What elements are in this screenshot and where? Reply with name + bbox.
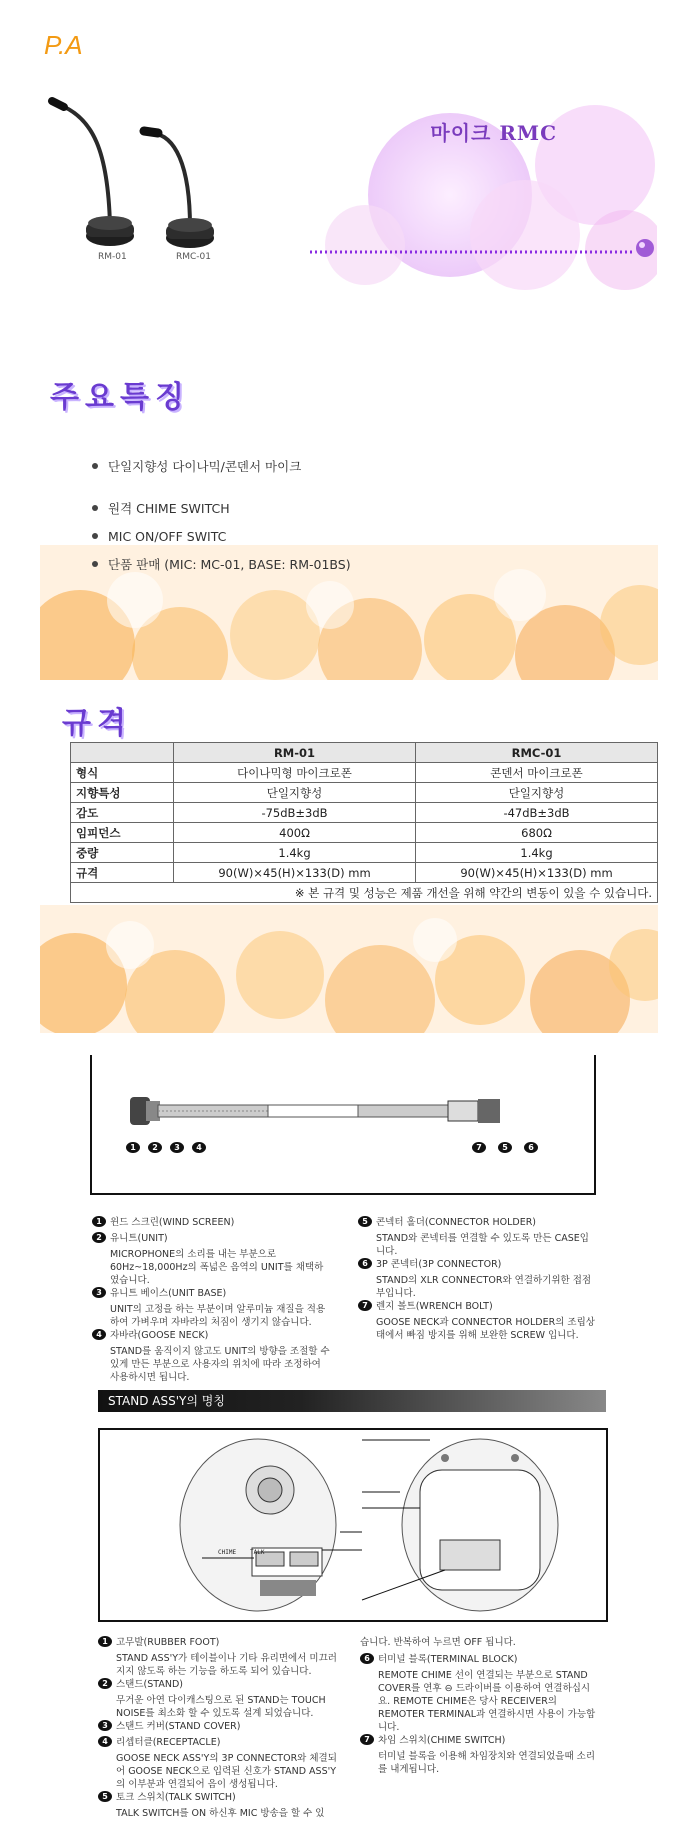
callout-numbers-left [126, 1141, 210, 1154]
mic-legend-left: 1 윈드 스크린(WIND SCREEN) 2 유니트(UNIT) MICROPHONE의 소리를 내는 부분으로 60Hz~18,000Hz의 폭넓은 음역의 UNIT를 채택하였습니다. 3 유니트 베이스(UNIT BASE) UNIT의 고정을 하는 부분이며 알루미늄 재질을 적용하여 가벼우며 자바라의 처짐이 생기지 않습니다. 4 자바라(GOOSE NECK) STAND를 움직이지 않고도 UNIT의 방향을 조절할 수 있게 만든 부분으로 사용자의 위치에 따라 조정하여 사용하시면 됩니다. [92, 1216, 332, 1384]
legend-item: 2 스탠드(STAND) [98, 1678, 343, 1691]
callout-marker: 2 [148, 1142, 162, 1153]
bullet-icon [92, 505, 98, 511]
orange-bubbles [40, 905, 658, 1033]
legend-item: 5 콘넥터 홀더(CONNECTOR HOLDER) [358, 1216, 598, 1229]
table-row: 지향특성 단일지향성 단일지향성 [71, 783, 658, 803]
feature-item: 단일지향성 다이나믹/콘덴서 마이크 [92, 452, 351, 480]
legend-item: 1 윈드 스크린(WIND SCREEN) [92, 1216, 332, 1229]
table-row: 규격 90(W)×45(H)×133(D) mm 90(W)×45(H)×133(D) mm [71, 863, 658, 883]
stand-illustration [100, 1430, 606, 1620]
stand-section-header: STAND ASS'Y의 명칭 [98, 1390, 606, 1412]
callout-marker: 6 [524, 1142, 538, 1153]
table-row: 감도 -75dB±3dB -47dB±3dB [71, 803, 658, 823]
column-header: RM-01 [174, 743, 416, 763]
product-photo [40, 95, 262, 305]
legend-item: 3 스탠드 커버(STAND COVER) [98, 1720, 343, 1733]
microphone-illustration [40, 95, 262, 305]
feature-item: 원격 CHIME SWITCH [92, 494, 351, 522]
legend-item: 7 렌지 볼트(WRENCH BOLT) [358, 1300, 598, 1313]
legend-item: 2 유니트(UNIT) [92, 1232, 332, 1245]
spec-table [70, 742, 658, 903]
bullet-icon [92, 533, 98, 539]
column-header: RMC-01 [416, 743, 658, 763]
banner-title: 마이크 RMC [430, 121, 557, 145]
legend-item: 6 터미널 블록(TERMINAL BLOCK) [360, 1653, 600, 1666]
goose-neck-illustration [92, 1055, 594, 1193]
feature-list [92, 452, 351, 578]
table-header-row [71, 743, 658, 763]
specs-title: 규격 [62, 706, 132, 741]
model-label-rm01: RM-01 [98, 252, 127, 262]
stand-legend-right: 습니다. 반복하여 누르면 OFF 됩니다. 6 터미널 블록(TERMINAL BLOCK) REMOTE CHIME 선이 연결되는 부분으로 STAND COVER를 연후 ⊖ 드라이버를 이용하여 연결하십시요. REMOTE CHIME은 당사 RECEIVER의 REMOTER TERMINAL과 연결하시면 사용이 가능합니다. 7 차임 스위치(CHIME SWITCH) 터미널 블록을 이용해 차임장치와 연결되었을때 소리를 내게됩니다. [360, 1636, 600, 1776]
features-title: 주요특징 [50, 380, 190, 415]
page-title: P.A [44, 30, 83, 60]
mic-legend-right: 5 콘넥터 홀더(CONNECTOR HOLDER) STAND와 콘넥터를 연결할 수 있도록 만든 CASE입니다. 6 3P 콘넥터(3P CONNECTOR) STAND의 XLR CONNECTOR와 연결하기위한 접점부입니다. 7 렌지 볼트(WRENCH BOLT) GOOSE NECK과 CONNECTOR HOLDER의 조립상태에서 빠짐 방지를 위해 보완한 SCREW 입니다. [358, 1216, 598, 1342]
callout-marker: 3 [170, 1142, 184, 1153]
hero-banner [305, 95, 657, 305]
stand-legend-left: 1 고무발(RUBBER FOOT) STAND ASS'Y가 테이블이나 기타 유리면에서 미끄러지지 않도록 하는 기능을 하도록 되어 있습니다. 2 스탠드(STAND) 무거운 아연 다이캐스팅으로 된 STAND는 TOUCH NOISE를 최소화 할 수 있도록 설계 되었습니다. 3 스탠드 커버(STAND COVER) 4 리셉터클(RECEPTACLE) GOOSE NECK ASS'Y의 3P CONNECTOR와 체결되어 GOOSE NECK으로 입력된 신호가 STAND ASS'Y의 이부분과 연결되어 음이 생성됩니다. 5 토크 스위치(TALK SWITCH) TALK SWITCH를 ON 하신후 MIC 방송을 할 수 있 [98, 1636, 343, 1820]
callout-marker: 1 [126, 1142, 140, 1153]
stand-diagram [98, 1428, 608, 1622]
legend-item: 4 리셉터클(RECEPTACLE) [98, 1736, 343, 1749]
callout-marker: 4 [192, 1142, 206, 1153]
callout-numbers-right [472, 1141, 542, 1154]
feature-item: MIC ON/OFF SWITC [92, 522, 351, 550]
column-header [71, 743, 174, 763]
table-row: 중량 1.4kg 1.4kg [71, 843, 658, 863]
table-row: 임피던스 400Ω 680Ω [71, 823, 658, 843]
legend-item: 1 고무발(RUBBER FOOT) [98, 1636, 343, 1649]
talk-switch-label: TALK [250, 1549, 265, 1556]
callout-marker: 7 [472, 1142, 486, 1153]
table-note-row: ※ 본 규격 및 성능은 제품 개선을 위해 약간의 변동이 있을 수 있습니다. [71, 883, 658, 903]
legend-item: 7 차임 스위치(CHIME SWITCH) [360, 1734, 600, 1747]
legend-item: 4 자바라(GOOSE NECK) [92, 1329, 332, 1342]
legend-item: 6 3P 콘넥터(3P CONNECTOR) [358, 1258, 598, 1271]
goose-neck-diagram [90, 1055, 596, 1195]
model-label-rmc01: RMC-01 [176, 252, 212, 262]
legend-item: 3 유니트 베이스(UNIT BASE) [92, 1287, 332, 1300]
specs-bubble-band [40, 905, 658, 1033]
callout-marker: 5 [498, 1142, 512, 1153]
feature-item: 단품 판매 (MIC: MC-01, BASE: RM-01BS) [92, 550, 351, 578]
chime-switch-label: CHIME [218, 1549, 237, 1556]
bullet-icon [92, 463, 98, 469]
table-row: 형식 다이나믹형 마이크로폰 콘덴서 마이크로폰 [71, 763, 658, 783]
bullet-icon [92, 561, 98, 567]
legend-item: 5 토크 스위치(TALK SWITCH) [98, 1791, 343, 1804]
